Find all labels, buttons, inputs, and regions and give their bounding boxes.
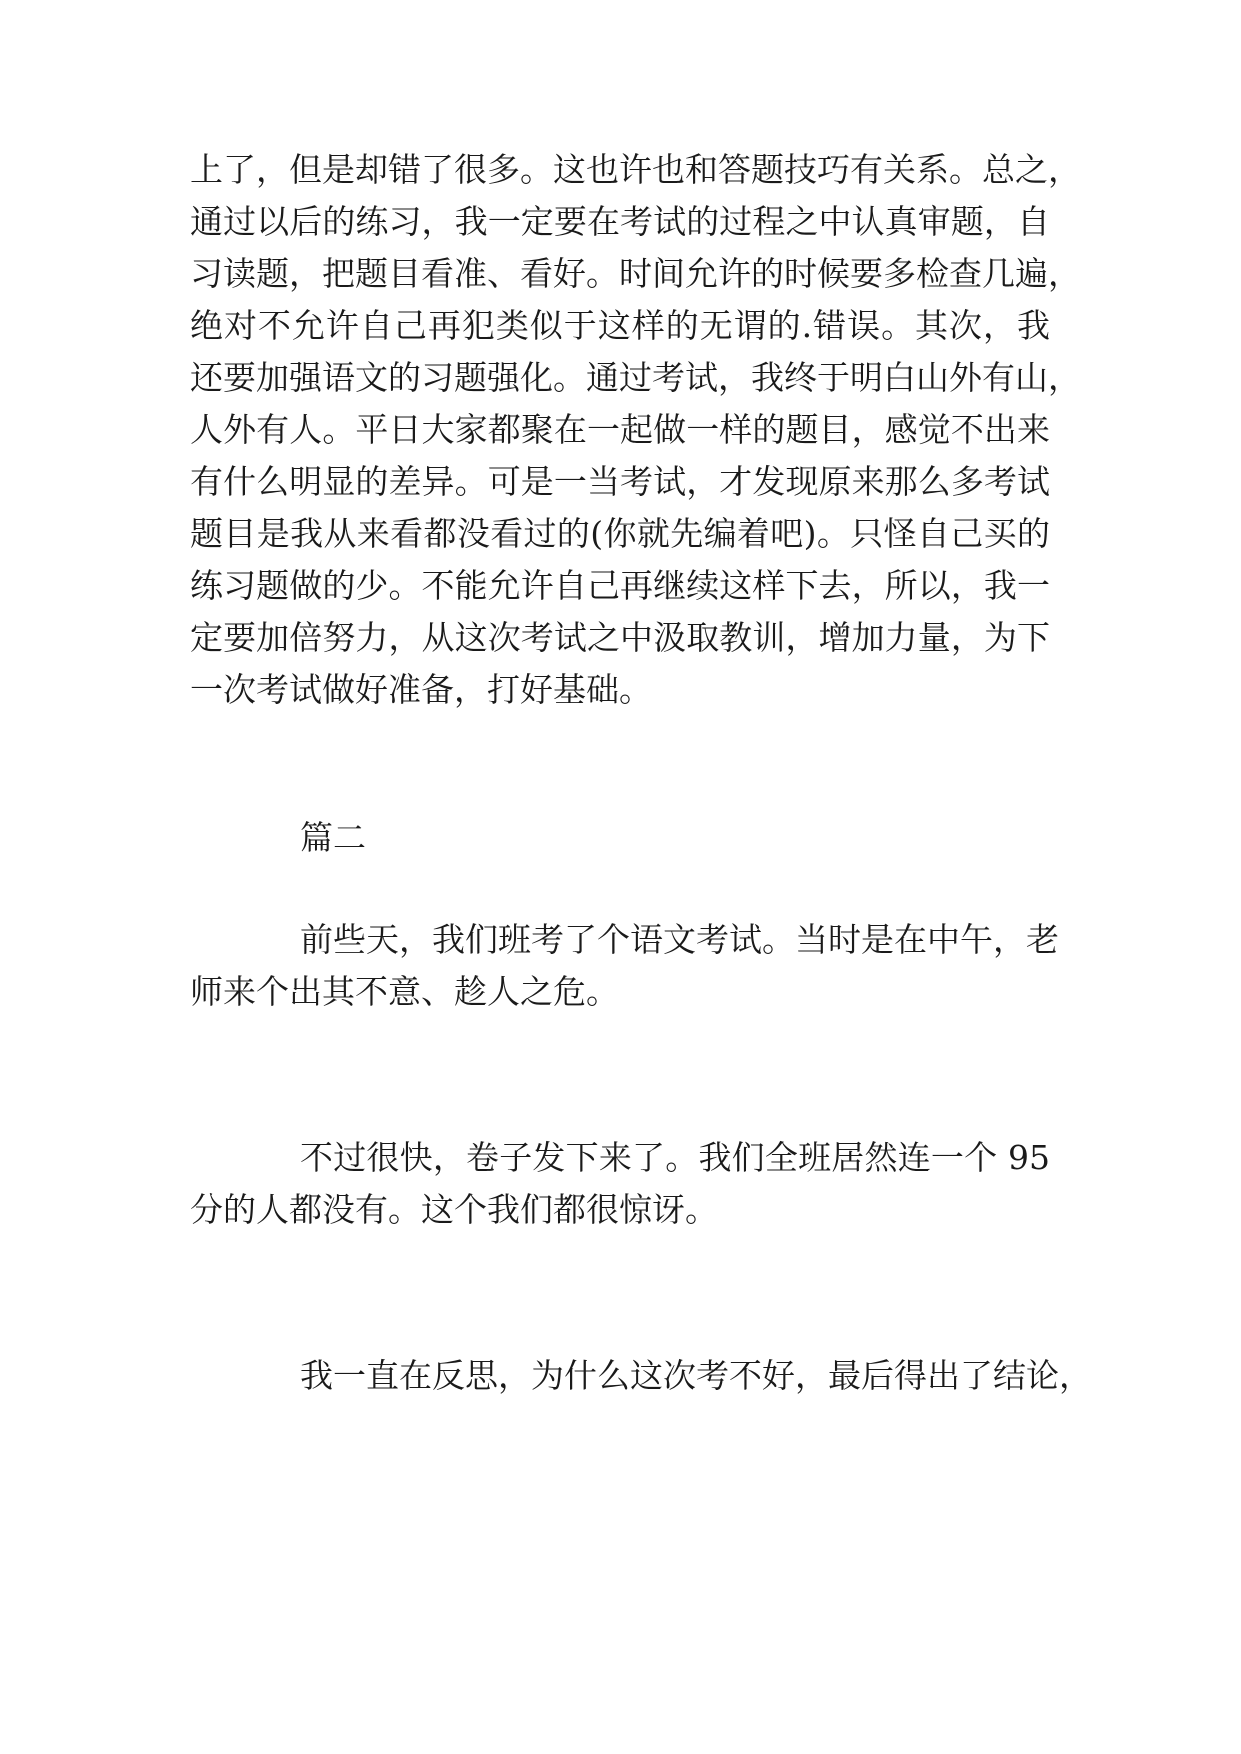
text-line: 前些天，我们班考了个语文考试。当时是在中午，老 xyxy=(300,920,1059,959)
text-line: 分的人都没有。这个我们都很惊讶。 xyxy=(190,1190,718,1229)
text-line: 题目是我从来看都没看过的(你就先编着吧)。只怪自己买的 xyxy=(190,514,1050,553)
text-line: 上了，但是却错了很多。这也许也和答题技巧有关系。总之， xyxy=(190,150,1081,189)
text-line: 绝对不允许自己再犯类似于这样的无谓的.错误。其次，我 xyxy=(190,306,1050,345)
section-heading: 篇二 xyxy=(300,818,366,857)
text-line: 通过以后的练习，我一定要在考试的过程之中认真审题，自 xyxy=(190,202,1050,241)
text-line: 人外有人。平日大家都聚在一起做一样的题目，感觉不出来 xyxy=(190,410,1050,449)
text-line: 还要加强语文的习题强化。通过考试，我终于明白山外有山， xyxy=(190,358,1081,397)
text-line: 练习题做的少。不能允许自己再继续这样下去，所以，我一 xyxy=(190,566,1050,605)
text-line: 定要加倍努力，从这次考试之中汲取教训，增加力量，为下 xyxy=(190,618,1050,657)
text-line: 习读题，把题目看准、看好。时间允许的时候要多检查几遍， xyxy=(190,254,1081,293)
text-line: 一次考试做好准备，打好基础。 xyxy=(190,670,652,709)
text-line: 我一直在反思，为什么这次考不好，最后得出了结论， xyxy=(300,1356,1092,1395)
text-line: 有什么明显的差异。可是一当考试，才发现原来那么多考试 xyxy=(190,462,1050,501)
text-line: 不过很快，卷子发下来了。我们全班居然连一个 95 xyxy=(300,1138,1050,1177)
text-line: 师来个出其不意、趁人之危。 xyxy=(190,972,619,1011)
